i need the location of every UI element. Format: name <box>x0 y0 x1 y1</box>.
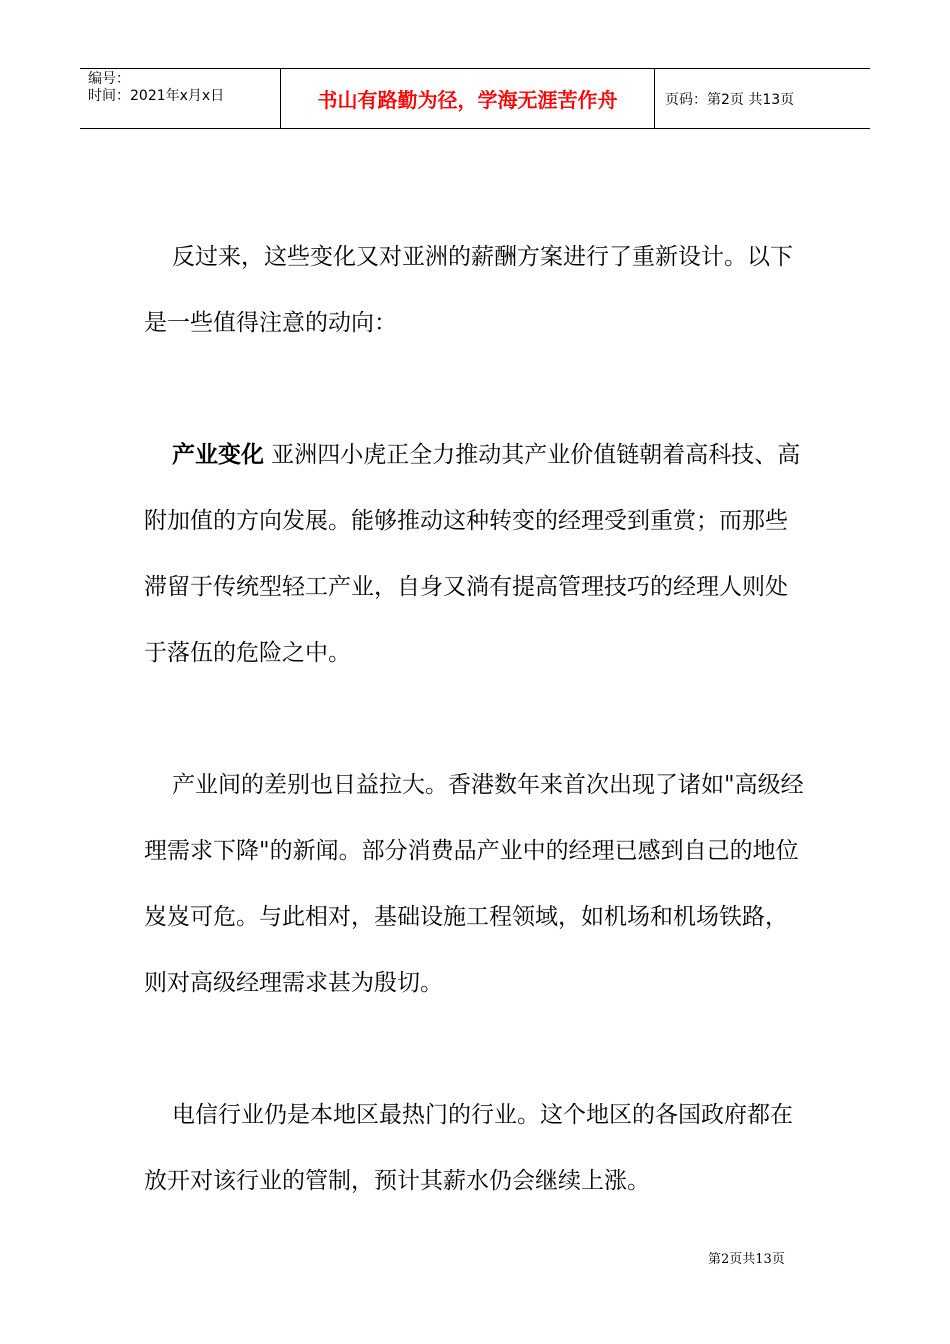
paragraph-telecom: 电信行业仍是本地区最热门的行业。这个地区的各国政府都在放开对该行业的管制，预计其薪水仍会继续上涨。 <box>144 1102 793 1194</box>
document-time-label: 时间：2021年x月x日 <box>88 88 225 104</box>
document-header <box>80 68 870 129</box>
paragraph-gap <box>144 356 810 422</box>
paragraph-industry-change <box>144 422 810 686</box>
paragraph-industry-gap: 产业间的差别也日益拉大。香港数年来首次出现了诸如"高级经理需求下降"的新闻。部分消费品产业中的经理已感到自己的地位岌岌可危。与此相对，基础设施工程领域，如机场和机场铁路，则对高级经理需求甚为殷切。 <box>144 772 804 996</box>
paragraph-heading-industry-change: 产业变化 <box>172 441 264 468</box>
paragraph-industry-change-text: 亚洲四小虎正全力推动其产业价值链朝着高科技、高附加值的方向发展。能够推动这种转变的经理受到重赏；而那些滞留于传统型轻工产业，自身又淌有提高管理技巧的经理人则处于落伍的危险之中。 <box>144 442 801 666</box>
paragraph-gap <box>144 1016 810 1082</box>
header-motto-cell <box>281 69 655 128</box>
header-page-cell <box>655 69 870 128</box>
header-page-number: 页码：第2页 共13页 <box>665 91 795 108</box>
document-body <box>144 224 810 1214</box>
document-number-label: 编号： <box>88 71 130 87</box>
paragraph-gap <box>144 686 810 752</box>
paragraph-intro: 反过来，这些变化又对亚洲的薪酬方案进行了重新设计。以下是一些值得注意的动向： <box>144 244 793 336</box>
header-meta-cell <box>80 69 281 128</box>
header-motto: 书山有路勤为径，学海无涯苦作舟 <box>317 88 618 112</box>
page-footer: 第2页共13页 <box>708 1252 785 1267</box>
